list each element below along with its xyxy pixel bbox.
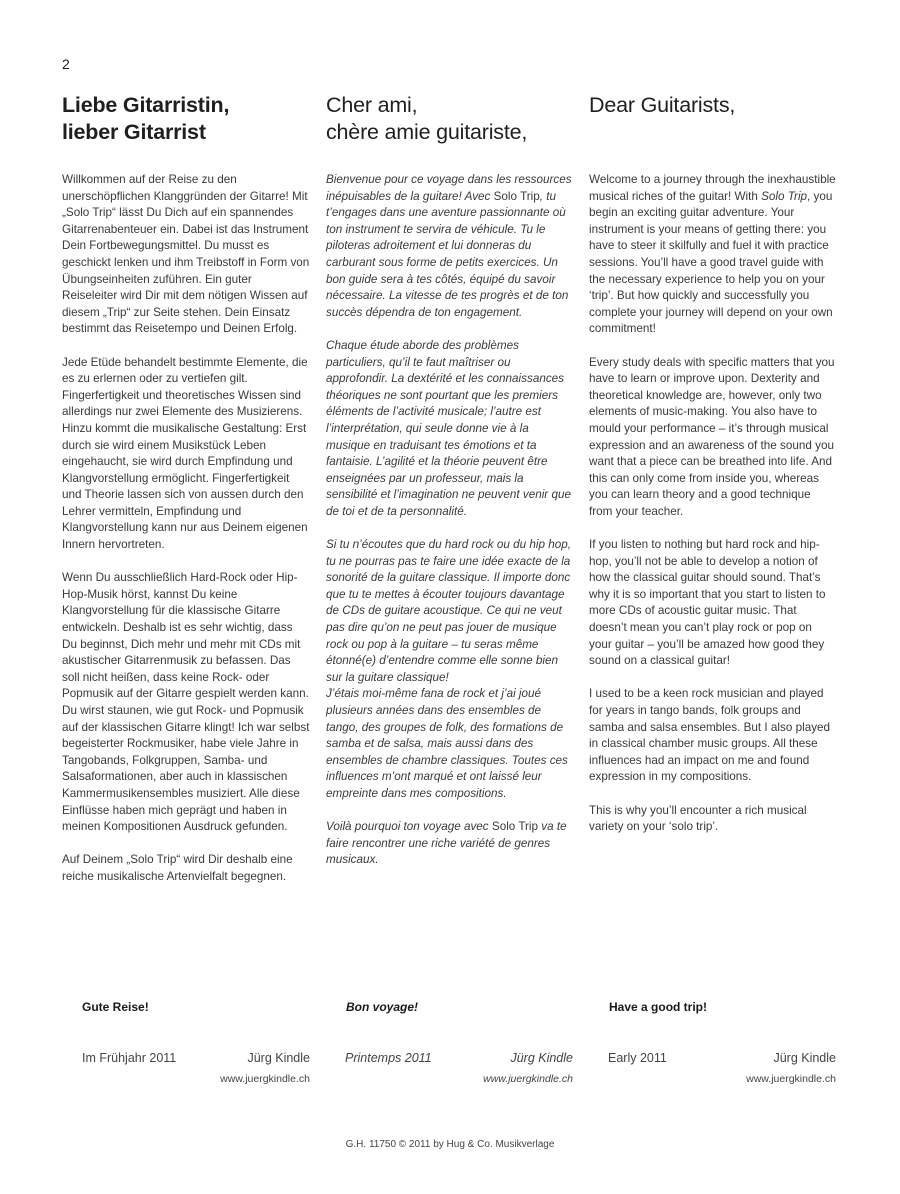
- text-run: , you begin an exciting guitar adventure. Your instrument is your means of getting there: you have to steer it skilfully and fuel it with practice sessions. You’ll have a good travel guide with the necessary experience to help you on your ‘trip’. But how quickly and successfully you complete your journey will depend on your own commitment!: [589, 189, 833, 336]
- paragraph: Wenn Du ausschließlich Hard-Rock oder Hip-Hop-Musik hörst, kannst Du keine Klangvorstellung für die klassische Gitarre entwickeln. Deshalb ist es sehr wichtig, dass Du beginnst, Dich mehr und mehr mit CDs mit akustischer Gitarrenmusik zu befassen. Das soll nicht heißen, dass keine Rock- oder Popmusik auf der Gitarre gespielt werden kann. Du wirst staunen, wie gut Rock- und Popmusik auf der klassischen Gitarre klingt! Ich war selbst begeisterter Rockmusiker, habe viele Jahre in Tangobands, Folkgruppen, Samba- und Salsaformationen, aber auch in klassischen Kammermusikensembles musiziert. Alle diese Einflüsse haben mich geprägt und haben in meinen Kompositionen Ausdruck gefunden.: [62, 571, 310, 834]
- paragraph: [589, 172, 837, 338]
- paragraph: J’étais moi-même fana de rock et j’ai joué plusieurs années dans des ensembles de tango, des groupes de folk, des formations de samba et de salsa, mais aussi dans des ensembles de chambre classiques. Toutes ces influences m’ont marqué et ont laissé leur empreinte dans mes compositions.: [326, 687, 568, 800]
- title-solo-trip: Solo Trip: [493, 189, 540, 203]
- paragraph: Chaque étude aborde des problèmes particuliers, qu’il te faut maîtriser ou approfondir. La dextérité et les connaissances théoriques ne sont pourtant que les premiers éléments de l’activité musicale; l’autre est l’interprétation, qui seule donne vie à la musique en traduisant tes émotions et ta fantaisie. L’agilité et la théorie peuvent être enseignées par un professeur, mais la sensibilité et l’imagination ne peuvent venir que de toi et de ta personnalité.: [326, 338, 571, 518]
- paragraph: Auf Deinem „Solo Trip“ wird Dir deshalb eine reiche musikalische Artenvielfalt begegnen.: [62, 853, 293, 883]
- paragraph: [326, 172, 574, 321]
- title-solo-trip: Solo Trip: [491, 820, 539, 834]
- text-run: va te faire rencontrer une riche variété de genres musicaux.: [326, 820, 567, 867]
- paragraph: Willkommen auf der Reise zu den unerschöpflichen Klanggründen der Gitarre! Mit „Solo Trip“ lässt Du Dich auf ein spannendes Gitarrenabenteuer ein. Dabei ist das Instrument Dein Fortbewegungsmittel. Du musst es geschickt lenken und ihm Treibstoff in Form von Übungseinheiten zuführen. Ein guter Reiseleiter wird Dir mit dem nötigen Wissen auf diesem „Trip“ zur Seite stehen. Dein Einsatz bestimmt das Reisetempo und Deinen Erfolg.: [62, 173, 310, 336]
- paragraph: If you listen to nothing but hard rock and hip-hop, you’ll not be able to develop a notion of how the classical guitar should sound. That’s why it is so important that you start to listen to more CDs of acoustic guitar music. That doesn’t mean you can’t play rock or pop on your guitar – you’ll be amazed how good they sound on a classical guitar!: [589, 538, 826, 668]
- heading-english: Dear Guitarists,: [589, 93, 736, 117]
- text-run: Voilà pourquoi ton voyage avec: [326, 820, 492, 834]
- column-german: [62, 92, 310, 902]
- heading-german: Liebe Gitarristin, lieber Gitarrist: [62, 93, 230, 144]
- paragraph: Every study deals with specific matters that you have to learn or improve upon. Dexterity and theoretical knowledge are, however, only two elements of music-making. You also have to mould your performance – it’s through musical expression and an awareness of the sound you want that a piece can be breathed into life. And this can only come from inside you, whereas you can learn theory and a good technique from your teacher.: [589, 355, 835, 518]
- signature-author: Jürg Kindle: [773, 1051, 836, 1065]
- signature-website[interactable]: www.juergkindle.ch: [220, 1073, 310, 1085]
- signature-website[interactable]: www.juergkindle.ch: [483, 1073, 573, 1085]
- paragraph: [326, 819, 574, 869]
- column-french: [326, 92, 574, 886]
- signoff-english: Have a good trip!: [609, 1000, 708, 1014]
- signature-date: Im Frühjahr 2011: [82, 1051, 177, 1065]
- paragraph: Jede Etüde behandelt bestimmte Elemente, die es zu erlernen oder zu vertiefen gilt. Fingerfertigkeit und theoretisches Wissen sind allerdings nur zwei Elemente des Musizierens. Hinzu kommt die musikalische Gestaltung: Erst durch sie wird einem Musikstück Leben eingehaucht, sie wird durch Empfindung und Klangvorstellung ermöglicht. Fingerfertigkeit und Theorie lassen sich von aussen durch den Lehrer vermitteln, Empfindung und Klangvorstellung kann nur aus Deinem eigenen Innern hervortreten.: [62, 355, 308, 552]
- page-number: 2: [62, 56, 70, 72]
- footer-copyright: G.H. 11750 © 2011 by Hug & Co. Musikverlage: [345, 1139, 555, 1150]
- title-solo-trip: Solo Trip: [761, 189, 808, 203]
- text-run: Bienvenue pour ce voyage dans les ressources inépuisables de la guitare! Avec: [326, 173, 572, 203]
- paragraph: Si tu n’écoutes que du hard rock ou du hip hop, tu ne pourras pas te faire une idée exacte de la sonorité de la guitare classique. Il importe donc que tu te mettes à écouter toujours davantage de CDs de guitare acoustique. Ce qui ne veut pas dire qu’on ne peut pas jouer de musique rock ou pop à la guitare – tu seras même étonné(e) d’entendre comme elle sonne bien sur la guitare classique!: [326, 538, 571, 684]
- signature-website[interactable]: www.juergkindle.ch: [746, 1073, 836, 1085]
- signoff-french: Bon voyage!: [346, 1000, 419, 1014]
- signature-date: Printemps 2011: [345, 1051, 432, 1065]
- text-run: , tu t’engages dans une aventure passionnante où ton instrument te servira de véhicule. Tu le piloteras adroitement et lui donneras du carburant sous forme de petits exercices. Un bon guide sera à tes côtés, équipé du savoir nécessaire. La vitesse de tes progrès et de ton succès dépendra de ton engagement.: [326, 189, 569, 319]
- signature-date: Early 2011: [608, 1051, 667, 1065]
- heading-french: Cher ami, chère amie guitariste,: [326, 93, 528, 144]
- signoff-german: Gute Reise!: [82, 1000, 149, 1014]
- paragraph: I used to be a keen rock musician and played for years in tango bands, folk groups and samba and salsa ensembles. But I also played in classical chamber music groups. All these influences had an impact on me and found expression in my compositions.: [589, 687, 831, 784]
- signature-author: Jürg Kindle: [247, 1051, 310, 1065]
- text-run: Welcome to a journey through the inexhaustible musical riches of the guitar! With: [589, 173, 836, 203]
- signature-author: Jürg Kindle: [510, 1051, 573, 1065]
- paragraph: This is why you’ll encounter a rich musical variety on your ‘solo trip’.: [589, 803, 807, 834]
- column-english: [589, 92, 837, 852]
